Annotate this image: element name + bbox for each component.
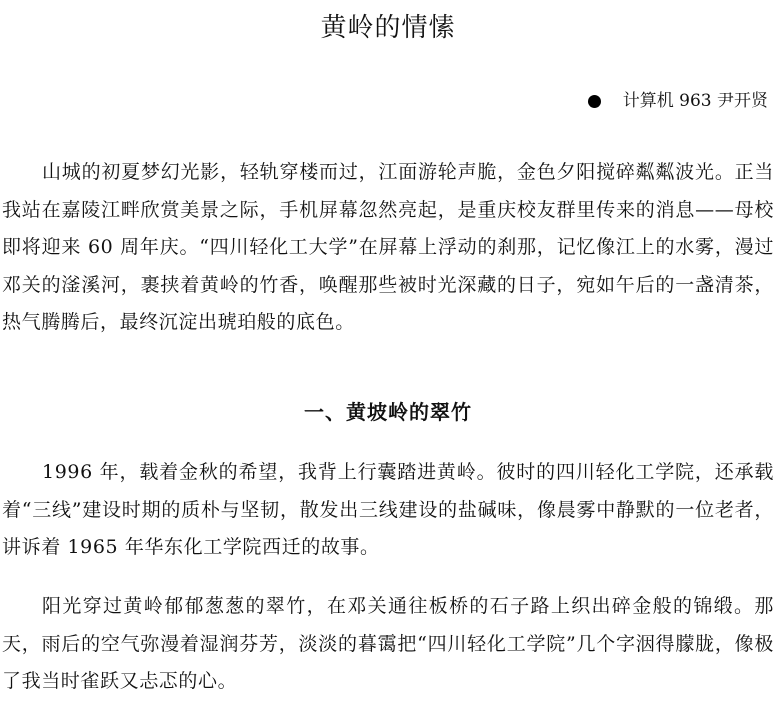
bullet-icon: [588, 95, 601, 108]
section-heading: 一、黄坡岭的翠竹: [304, 400, 472, 424]
paragraph-sunlight: 阳光穿过黄岭郁郁葱葱的翠竹，在邓关通往板桥的石子路上织出碎金般的锦缎。那天，雨后的空气弥漫着湿润芬芳，淡淡的暮霭把“四川轻化工学院”几个字洇得朦胧，像极了我当时雀跃又忐忑的心。: [2, 595, 774, 692]
author-line: [588, 88, 768, 114]
paragraph-1996: 1996 年，载着金秋的希望，我背上行囊踏进黄岭。彼时的四川轻化工学院，还承载着“三线”建设时期的质朴与坚韧，散发出三线建设的盐碱味，像晨雾中静默的一位老者，讲诉着 1965 年华东化工学院西迁的故事。: [2, 461, 774, 558]
document-title: 黄岭的情愫: [320, 13, 456, 43]
author-name: 计算机 963 尹开贤: [622, 91, 768, 111]
paragraph-intro: 山城的初夏梦幻光影，轻轨穿楼而过，江面游轮声脆，金色夕阳搅碎粼粼波光。正当我站在嘉陵江畔欣赏美景之际，手机屏幕忽然亮起，是重庆校友群里传来的消息——母校即将迎来 60 周年庆。“四川轻化工大学”在屏幕上浮动的刹那，记忆像江上的水雾，漫过邓关的滏溪河，裹挟着黄岭的竹香，唤醒那些被时光深藏的日子，宛如午后的一盏清茶，热气腾腾后，最终沉淀出琥珀般的底色。: [2, 161, 774, 333]
